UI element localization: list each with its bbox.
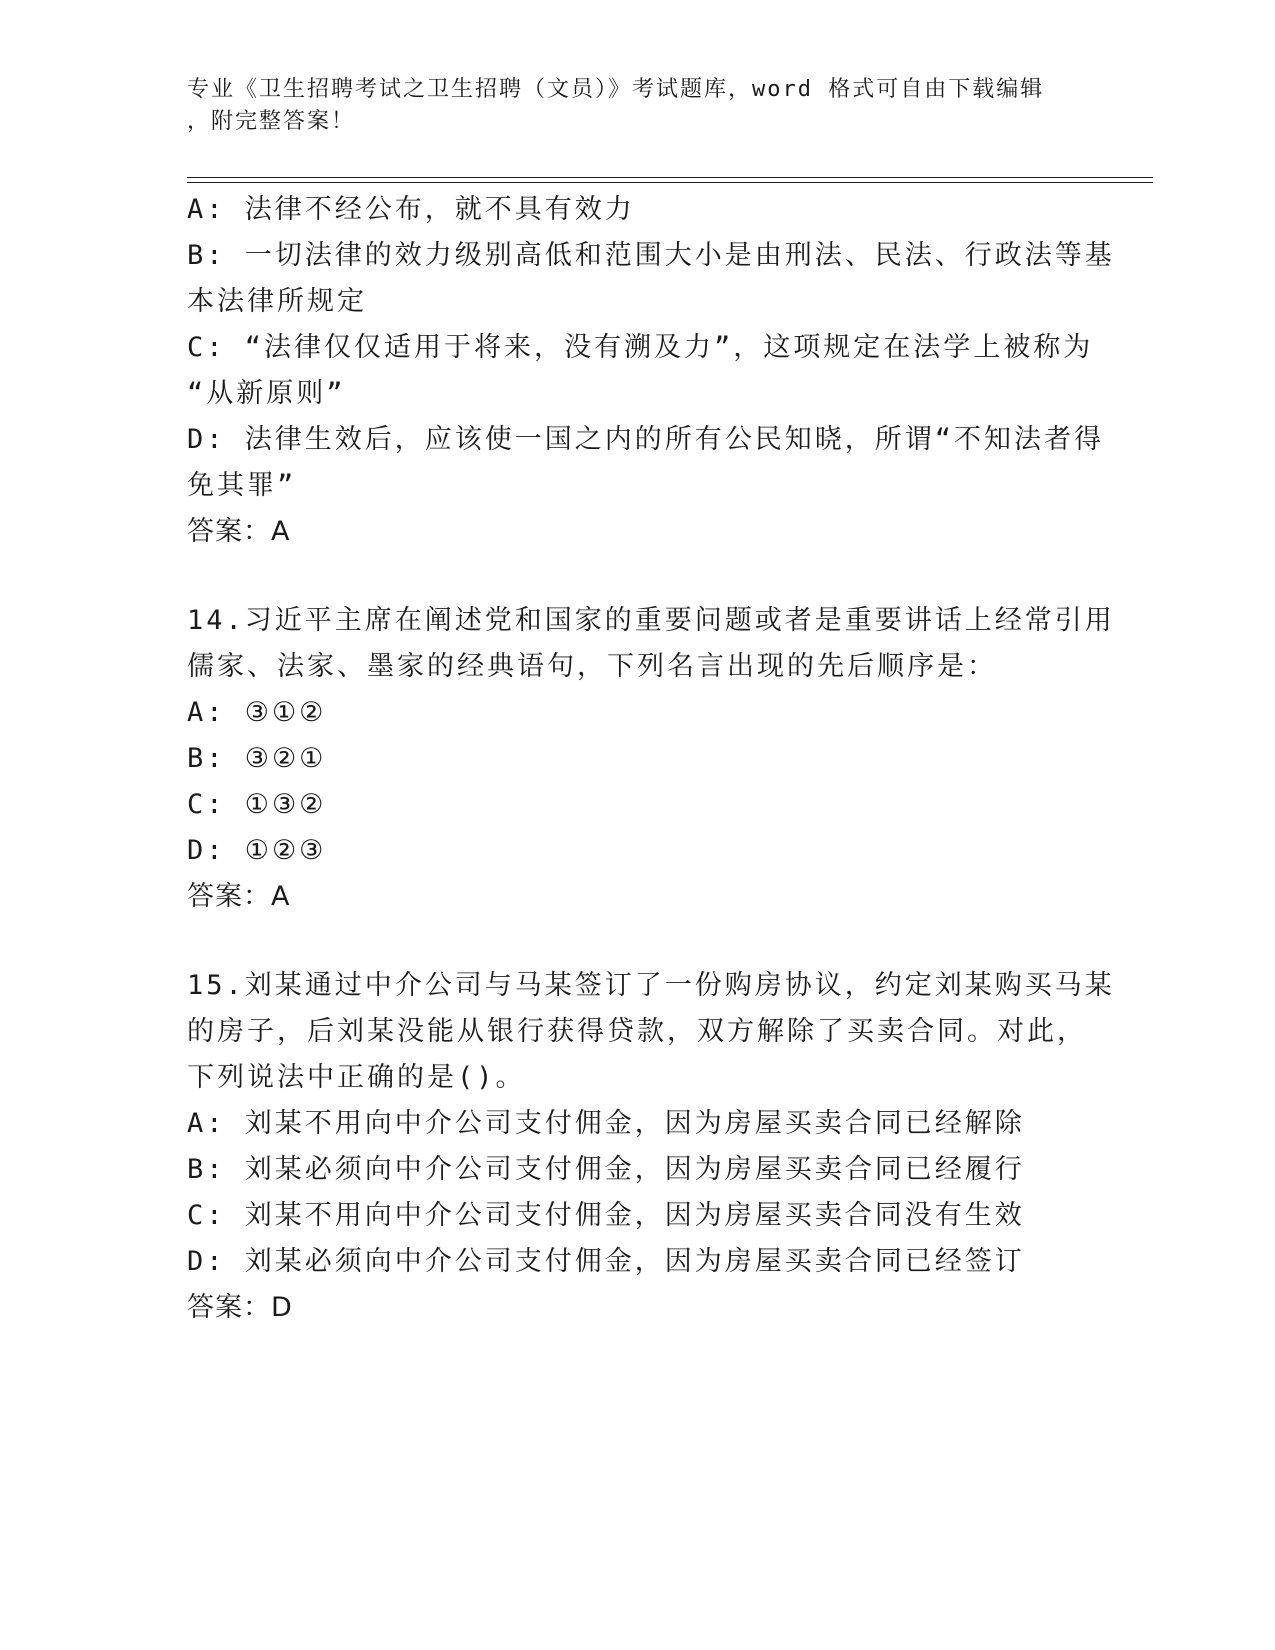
answer: 答案：A bbox=[187, 516, 291, 547]
option-b: B: 刘某必须向中介公司支付佣金，因为房屋买卖合同已经履行 bbox=[187, 1154, 1025, 1185]
answer: 答案：A bbox=[187, 881, 291, 912]
option-c: C: ①③② bbox=[187, 789, 327, 820]
spacer bbox=[187, 555, 1087, 598]
answer: 答案：D bbox=[187, 1292, 293, 1323]
option-a: A: 刘某不用向中介公司支付佣金，因为房屋买卖合同已经解除 bbox=[187, 1108, 1025, 1139]
option-b-line-1: B: 一切法律的效力级别高低和范围大小是由刑法、民法、行政法等基 bbox=[187, 240, 1115, 271]
spacer bbox=[187, 920, 1087, 963]
header-rule-top bbox=[187, 177, 1153, 178]
question-15 bbox=[187, 963, 1115, 1331]
option-a: A: 法律不经公布，就不具有效力 bbox=[187, 194, 635, 225]
question-stem-line-2: 的房子，后刘某没能从银行获得贷款，双方解除了买卖合同。对此， bbox=[187, 1016, 1087, 1047]
question-stem-line-3: 下列说法中正确的是()。 bbox=[187, 1062, 526, 1093]
question-stem-line-1: 14.习近平主席在阐述党和国家的重要问题或者是重要讲话上经常引用 bbox=[187, 605, 1115, 636]
option-c-line-2: “从新原则” bbox=[187, 378, 346, 409]
option-d: D: 刘某必须向中介公司支付佣金，因为房屋买卖合同已经签订 bbox=[187, 1246, 1025, 1277]
option-c: C: 刘某不用向中介公司支付佣金，因为房屋买卖合同没有生效 bbox=[187, 1200, 1025, 1231]
question-stem-line-1: 15.刘某通过中介公司与马某签订了一份购房协议，约定刘某购买马某 bbox=[187, 970, 1115, 1001]
option-c-line-1: C: “法律仅仅适用于将来，没有溯及力”，这项规定在法学上被称为 bbox=[187, 332, 1094, 363]
option-d-line-2: 免其罪” bbox=[187, 470, 297, 501]
header-line-2: ，附完整答案！ bbox=[187, 109, 356, 134]
option-a: A: ③①② bbox=[187, 697, 327, 728]
header-rule-bottom bbox=[187, 182, 1153, 183]
option-b: B: ③②① bbox=[187, 743, 327, 774]
header-line-1: 专业《卫生招聘考试之卫生招聘（文员）》考试题库，word 格式可自由下载编辑 bbox=[187, 77, 1045, 102]
document-header bbox=[187, 74, 1067, 138]
question-14 bbox=[187, 598, 1115, 920]
option-b-line-2: 本法律所规定 bbox=[187, 286, 367, 317]
document-body bbox=[187, 187, 1115, 1331]
question-stem-line-2: 儒家、法家、墨家的经典语句，下列名言出现的先后顺序是： bbox=[187, 651, 997, 682]
option-d: D: ①②③ bbox=[187, 835, 327, 866]
question-13-continued bbox=[187, 187, 1115, 555]
option-d-line-1: D: 法律生效后，应该使一国之内的所有公民知晓，所谓“不知法者得 bbox=[187, 424, 1105, 455]
